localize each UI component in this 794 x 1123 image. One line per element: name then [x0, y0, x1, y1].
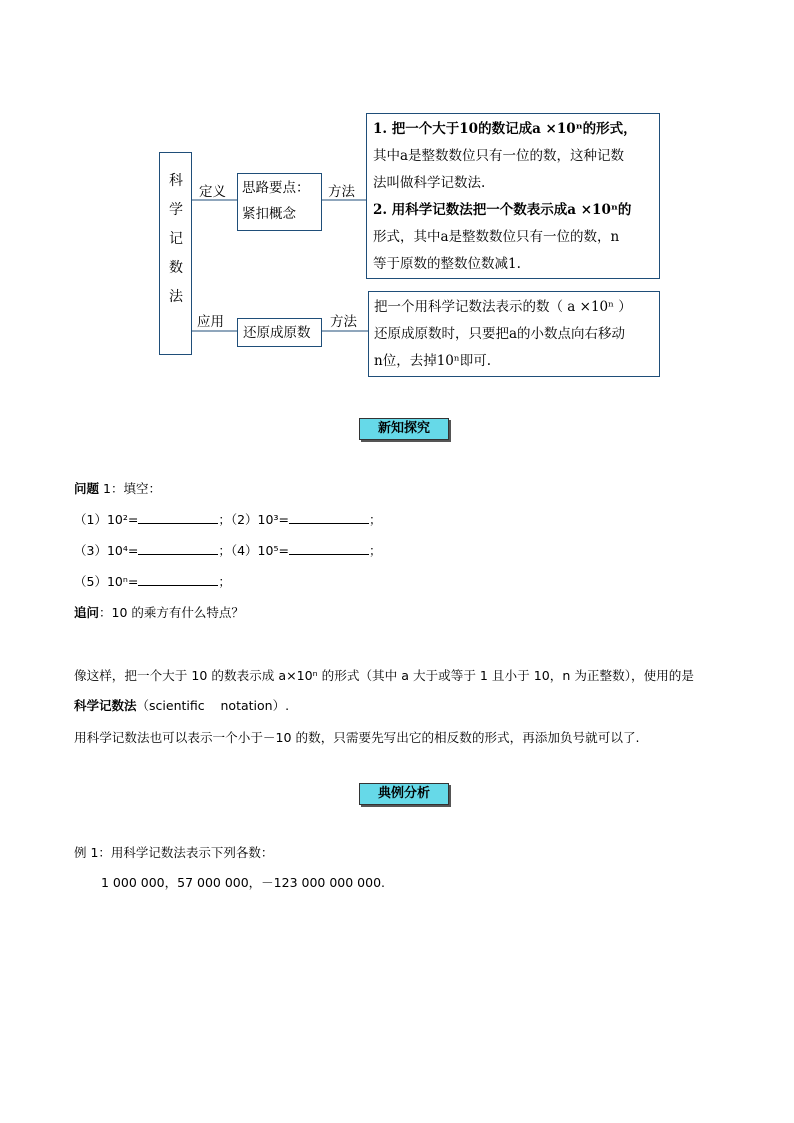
- bottom-result-line: n位，去掉10ⁿ即可.: [374, 353, 492, 369]
- bottom-result-line: 还原成原数时，只要把a的小数点向右移动: [374, 326, 626, 342]
- blank-prefix: （3）10⁴=: [74, 543, 139, 558]
- answer-blank[interactable]: [289, 511, 369, 524]
- answer-blank[interactable]: [138, 511, 218, 524]
- top-result-box: [366, 113, 660, 279]
- method-top-label: 方法: [328, 184, 355, 200]
- question-row-3: [74, 572, 231, 590]
- answer-blank[interactable]: [138, 542, 218, 555]
- root-char: 法: [169, 289, 183, 305]
- root-char: 科: [169, 173, 183, 189]
- paragraph-line-1: 像这样，把一个大于 10 的数表示成 a×10ⁿ 的形式（其中 a 大于或等于 1 且小于 10，n 为正整数），使用的是: [74, 668, 694, 683]
- blank-prefix: （1）10²=: [74, 512, 139, 527]
- top-node-box: [237, 173, 322, 231]
- term-bold: 科学记数法: [74, 698, 137, 713]
- top-result-line: 2. 用科学记数法把一个数表示成a ×10ⁿ的: [373, 202, 632, 218]
- example-numbers: 1 000 000，57 000 000，－123 000 000 000.: [101, 875, 386, 890]
- bottom-result-line: 把一个用科学记数法表示的数（ a ×10ⁿ ）: [374, 299, 632, 315]
- branch-bottom-label: 应用: [197, 314, 224, 330]
- blank-suffix: ；: [218, 574, 231, 589]
- question-title-bold: 问题: [74, 481, 100, 496]
- root-char: 记: [169, 231, 183, 247]
- bottom-result-box: [368, 291, 660, 377]
- bottom-node-label: 还原成原数: [243, 325, 311, 341]
- method-bottom-label: 方法: [330, 314, 357, 330]
- bottom-node-box: [237, 318, 322, 347]
- blank-suffix: ；: [368, 543, 382, 558]
- top-result-line: 等于原数的整数位数减1.: [373, 256, 521, 272]
- branch-top-label: 定义: [199, 184, 226, 200]
- answer-blank[interactable]: [138, 573, 218, 586]
- paragraph-line-2: [74, 696, 289, 714]
- question-row-2: [74, 541, 381, 559]
- root-char: 学: [169, 202, 183, 218]
- paragraph-line-3: 用科学记数法也可以表示一个小于－10 的数，只需要先写出它的相反数的形式，再添加负号就可以了.: [74, 730, 640, 745]
- question-title: [74, 479, 161, 497]
- question-row-1: [74, 510, 381, 528]
- term-english: （scientific notation）.: [136, 698, 290, 713]
- root-char: 数: [169, 260, 183, 276]
- top-node-line1: 思路要点：: [242, 180, 310, 196]
- blank-prefix: （5）10ⁿ=: [74, 574, 139, 589]
- blank-prefix: ；（2）10³=: [218, 512, 289, 527]
- follow-up-question: [74, 603, 244, 621]
- blank-prefix: ；（4）10⁵=: [218, 543, 289, 558]
- section-heading-new-knowledge: 新知探究: [359, 418, 449, 440]
- top-result-line: 其中a是整数数位只有一位的数，这种记数: [373, 148, 625, 164]
- section-heading-example-analysis: 典例分析: [359, 783, 449, 805]
- top-node-line2: 紧扣概念: [242, 206, 296, 222]
- question-title-rest: 1：填空：: [99, 481, 161, 496]
- top-result-line: 形式，其中a是整数数位只有一位的数，n: [373, 229, 620, 245]
- top-result-line: 法叫做科学记数法.: [373, 175, 486, 191]
- top-result-line: 1. 把一个大于10的数记成a ×10ⁿ的形式，: [373, 121, 637, 137]
- follow-up-rest: ：10 的乘方有什么特点？: [99, 605, 244, 620]
- follow-up-bold: 追问: [74, 605, 100, 620]
- answer-blank[interactable]: [289, 542, 369, 555]
- blank-suffix: ；: [368, 512, 382, 527]
- example-title: 例 1：用科学记数法表示下列各数：: [74, 845, 274, 860]
